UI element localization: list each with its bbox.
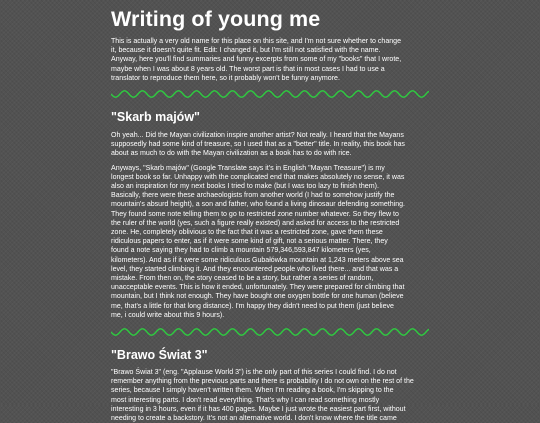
paragraph-line: most interesting parts. I don't read everything. That's why I can read something mostly [111, 396, 380, 404]
section-title-brawo-swiat-3: "Brawo Świat 3" [111, 348, 208, 363]
paragraph-line: remember anything from the previous parts and there is probability I do not own on the rest of the [111, 378, 414, 386]
paragraph-line: ridiculous papers to enter, as if it were some kind of gift, not a serious matter. There, they [111, 238, 388, 246]
wave-divider-icon [111, 89, 429, 99]
intro-line: Anyway, here you'll find summaries and funny excerpts from some of my "books" that I wrote, [111, 56, 402, 64]
paragraph-line: me, i could write about this 9 hours). [111, 311, 225, 319]
intro-line: it, because it doesn't quite fit. Edit: I changed it, but I'm still not satisfied with the name. [111, 47, 381, 55]
page-title: Writing of young me [111, 7, 321, 31]
paragraph-line: supposedly had some kind of treasure, so I used that as a "better" title. In reality, this book has [111, 141, 405, 149]
paragraph-line: series, because I simply haven't written them. When I'm reading a book, I'm skipping to the [111, 387, 394, 395]
paragraph-line: the ruler of the world (yes, such a figure really existed) and asked for access to the restricted [111, 219, 400, 227]
paragraph-line: longest book so far. Unhappy with the complicated end that makes absolutely no sense, it was [111, 173, 405, 181]
paragraph-line: Oh yeah... Did the Mayan civilization inspire another artist? Not really. I heard that the Mayans [111, 132, 404, 140]
section-paragraph [111, 368, 429, 423]
paragraph-line: level, they started climbing it. And they encountered people who lived there... and that was a [111, 265, 399, 273]
paragraph-line: mountain, but I think not enough. They have bought one oxygen bottle for one human (believe [111, 293, 404, 301]
section-paragraph [111, 131, 429, 159]
paragraph-line: unacceptable events. This is how it ended, unfortunately. They were prepared for climbing that [111, 284, 405, 292]
paragraph-line: mountain's absurd height), a son and father, who found a living dinosaur defending something. [111, 201, 405, 209]
paragraph-line: also an inspiration for my next books I tried to make (but I was too lazy to finish them). [111, 183, 379, 191]
intro-line: translator to reproduce them here, so it probably won't be funny anymore. [111, 74, 340, 82]
paragraph-line: interesting in 3 hours, even if it has 400 pages. Maybe I just wrote the easiest part first, without [111, 405, 406, 413]
paragraph-line: me, that's a little for that long distance). I'm happy they didn't need to put them (just believe [111, 302, 394, 310]
intro-line: maybe when I was about 8 years old. The worst part is that in most cases I had to use a [111, 65, 385, 73]
section-title-skarb-majow: "Skarb majów" [111, 110, 200, 125]
intro-line: This is actually a very old name for this place on this site, and I'm not sure whether to change [111, 38, 402, 45]
paragraph-line: kilometers). And as if it were some ridiculous Gubałówka mountain at 1,243 meters above sea [111, 256, 404, 264]
paragraph-line: mistake. From then on, the story ceased to be a story, but rather a series of random, [111, 275, 374, 283]
wave-divider-icon [111, 327, 429, 337]
paragraph-line: zone. He, completely oblivious to the fact that it was a restricted zone, gave them these [111, 229, 383, 237]
section-paragraph [111, 164, 429, 320]
paragraph-line: about as much to do with the Mayan civilization as a book has to do with rice. [111, 150, 352, 158]
intro-paragraph [111, 37, 429, 83]
paragraph-line: found a note saying they had to climb a mountain 579,346,593,847 kilometers (yes, [111, 247, 371, 255]
paragraph-line: "Brawo Świat 3" (eng. "Applause World 3") is the only part of this series I could find. I do not [111, 369, 397, 377]
paragraph-line: They found some note telling them to go to restricted zone number whatever. So they flew to [111, 210, 399, 218]
page-content [111, 0, 429, 423]
paragraph-line: Basically, there were these archaeologists from another world (I had to somehow justify the [111, 192, 395, 200]
paragraph-line: needing to create a backstory. It's not an alternative world. I don't know where the title came [111, 415, 397, 423]
paragraph-line: Anyways, "Skarb majów" (Google Translate says it's in English "Mayan Treasure") is my [111, 164, 385, 172]
